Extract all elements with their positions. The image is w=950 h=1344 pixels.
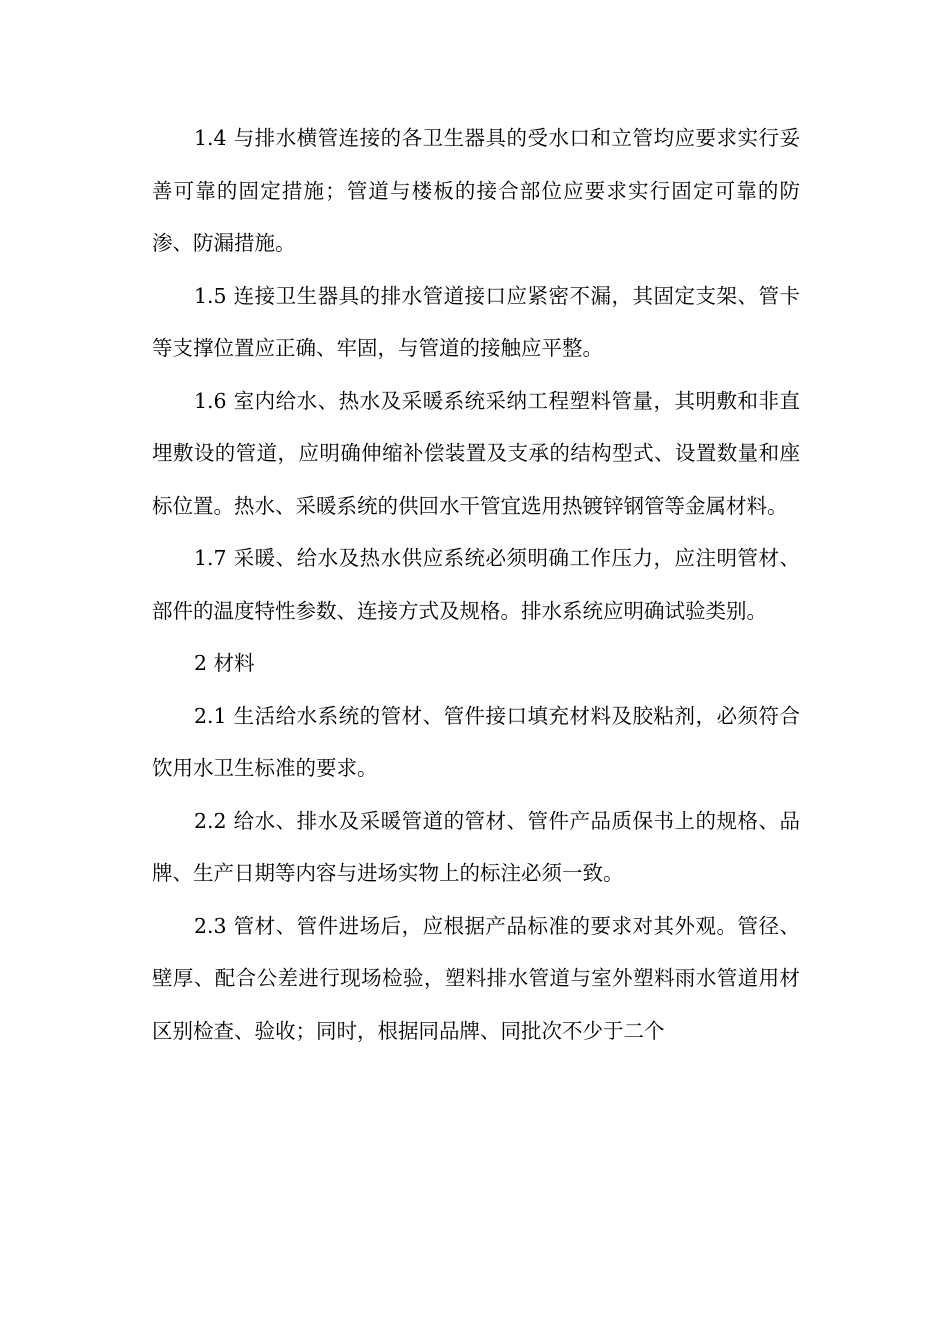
paragraph-1-4: 1.4 与排水横管连接的各卫生器具的受水口和立管均应要求实行妥善可靠的固定措施；管道与楼板的接合部位应要求实行固定可靠的防渗、防漏措施。 [152, 126, 800, 255]
paragraph-1-6: 1.6 室内给水、热水及采暖系统采纳工程塑料管量，其明敷和非直埋敷设的管道，应明确伸缩补偿装置及支承的结构型式、设置数量和座标位置。热水、采暖系统的供回水干管宜选用热镀锌钢管等金属材料。 [152, 388, 800, 518]
section-heading-materials: 2 材料 [194, 651, 255, 675]
paragraph-1-7: 1.7 采暖、给水及热水供应系统必须明确工作压力，应注明管材、部件的温度特性参数、连接方式及规格。排水系统应明确试验类别。 [152, 546, 800, 623]
paragraph-1-5: 1.5 连接卫生器具的排水管道接口应紧密不漏，其固定支架、管卡等支撑位置应正确、牢固，与管道的接触应平整。 [152, 283, 800, 360]
paragraph-2-2: 2.2 给水、排水及采暖管道的管材、管件产品质保书上的规格、品牌、生产日期等内容与进场实物上的标注必须一致。 [152, 808, 800, 885]
paragraph-2-3: 2.3 管材、管件进场后，应根据产品标准的要求对其外观。管径、壁厚、配合公差进行现场检验，塑料排水管道与室外塑料雨水管道用材区别检查、验收；同时，根据同品牌、同批次不少于二个 [152, 913, 800, 1043]
document-body [152, 112, 800, 1057]
paragraph-2-1: 2.1 生活给水系统的管材、管件接口填充材料及胶粘剂，必须符合饮用水卫生标准的要求。 [152, 703, 800, 780]
